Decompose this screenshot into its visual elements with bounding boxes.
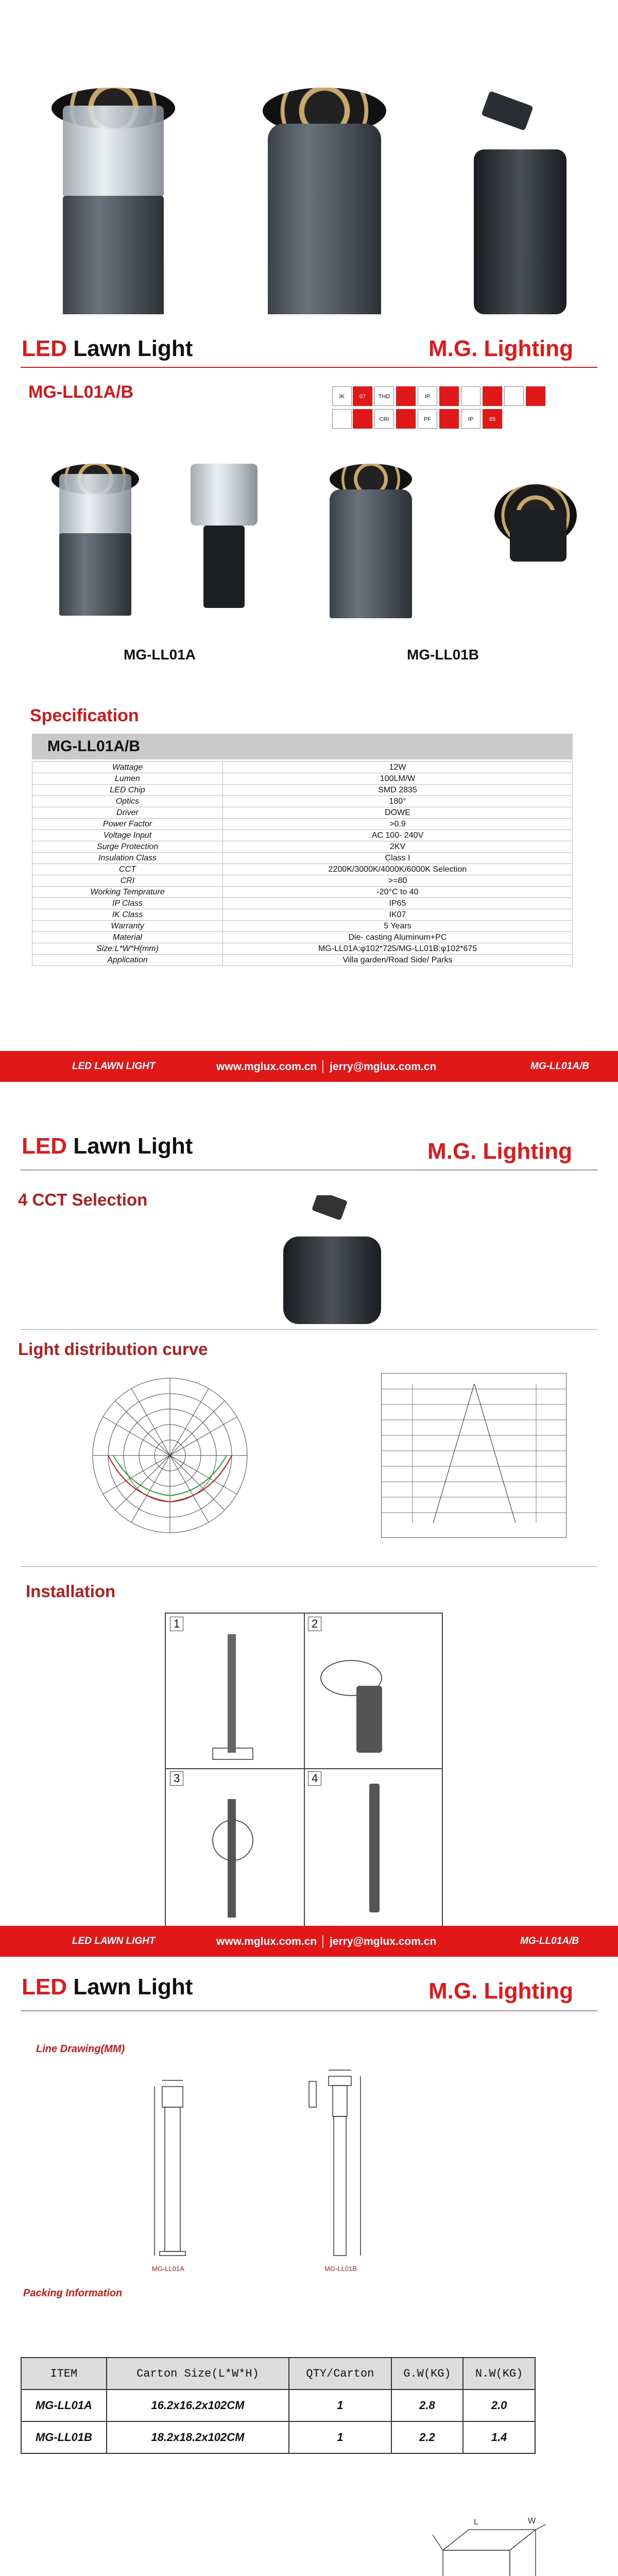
install-step-2: 2 [308, 1617, 321, 1631]
spec-row: IK Class IK07 [32, 909, 573, 921]
svg-text:W: W [528, 2517, 536, 2526]
spec-row: Surge Protection 2KV [32, 841, 573, 853]
header-divider-1 [21, 367, 597, 368]
spec-row: CCT 2200K/3000K/4000K/6000K Selection [32, 864, 573, 875]
variant-b-image-1 [319, 453, 422, 623]
page-title-3: LED Lawn Light [22, 1974, 193, 1999]
line-drawing-title: Line Drawing(MM) [36, 2043, 125, 2055]
install-step-3: 3 [170, 1771, 183, 1786]
illuminance-chart [381, 1373, 566, 1538]
spec-row: Lumen 100LM/W [32, 773, 573, 785]
spec-row: Optics 180° [32, 796, 573, 807]
install-step-4: 4 [308, 1771, 321, 1786]
spec-title: Specification [30, 706, 139, 725]
variant-b-label: MG-LL01B [407, 647, 479, 663]
hero-image-c [453, 57, 582, 314]
cct-title: 4 CCT Selection [18, 1190, 148, 1209]
install-step-1: 1 [170, 1617, 183, 1631]
spec-row: Voltage Input AC 100- 240V [32, 830, 573, 841]
variant-a-image-1 [46, 453, 144, 623]
polar-chart [62, 1373, 278, 1543]
spec-row: IP Class IP65 [32, 898, 573, 909]
hero-image-b [247, 46, 412, 314]
spec-row: Insulation Class Class I [32, 853, 573, 864]
spec-row: Material Die- casting Aluminum+PC [32, 932, 573, 943]
header-divider-3 [21, 2010, 597, 2011]
variant-a-image-2 [185, 453, 263, 623]
page-title-1: LED Lawn Light [22, 336, 193, 361]
light-curve-title: Light distribution curve [18, 1340, 208, 1359]
footer-1: LED LAWN LIGHT www.mglux.com.cn │ jerry@mglux.com.cn MG-LL01A/B [0, 1051, 618, 1082]
cert-badges: IK 07 THD IP CRI PF IP 65 [332, 386, 574, 433]
spec-row: CRI >=80 [32, 875, 573, 887]
packing-header-row: ITEM Carton Size(L*W*H) QTY/Carton G.W(KG) N.W(KG) [21, 2358, 535, 2389]
divider-light [21, 1566, 597, 1567]
cct-image [273, 1195, 402, 1324]
hero-image-a [31, 46, 201, 314]
packing-row: MG-LL01B 18.2x18.2x102CM 1 2.2 1.4 [21, 2421, 535, 2453]
spec-row: Power Factor >0.9 [32, 819, 573, 830]
spec-row: Application Villa garden/Road Side/ Parks [32, 955, 573, 966]
spec-row: Wattage 12W [32, 762, 573, 773]
spec-table [32, 761, 573, 966]
spec-row: Driver DOWE [32, 807, 573, 819]
header-divider-2 [21, 1170, 597, 1171]
brand-3: M.G. Lighting [428, 1978, 574, 2004]
spec-row: Working Temprature -20°C to 40 [32, 887, 573, 898]
carton-box [422, 2514, 577, 2576]
brand-1: M.G. Lighting [428, 336, 574, 361]
line-label-a: MG-LL01A [152, 2265, 184, 2273]
model-title: MG-LL01A/B [28, 382, 133, 402]
variant-b-image-2 [489, 479, 582, 582]
install-grid [165, 1613, 443, 1932]
packing-table [21, 2357, 536, 2454]
svg-text:L: L [474, 2518, 478, 2527]
footer-2: LED LAWN LIGHT www.mglux.com.cn │ jerry@mglux.com.cn MG-LL01A/B [0, 1926, 618, 1957]
packing-row: MG-LL01A 16.2x16.2x102CM 1 2.8 2.0 [21, 2389, 535, 2421]
spec-model-bar: MG-LL01A/B [32, 734, 573, 759]
page-title-2: LED Lawn Light [22, 1133, 193, 1159]
install-title: Installation [26, 1582, 116, 1601]
spec-row: LED Chip SMD 2835 [32, 785, 573, 796]
spec-row: Warranty 5 Years [32, 921, 573, 932]
divider-cct [21, 1329, 597, 1330]
packing-title: Packing Information [23, 2287, 123, 2299]
brand-2: M.G. Lighting [427, 1139, 573, 1164]
line-drawing [88, 2066, 448, 2282]
variant-a-label: MG-LL01A [124, 647, 196, 663]
line-label-b: MG-LL01B [324, 2265, 357, 2273]
spec-row: Size:L*W*H(mm) MG-LL01A:φ102*725/MG-LL01B:φ102*675 [32, 943, 573, 955]
